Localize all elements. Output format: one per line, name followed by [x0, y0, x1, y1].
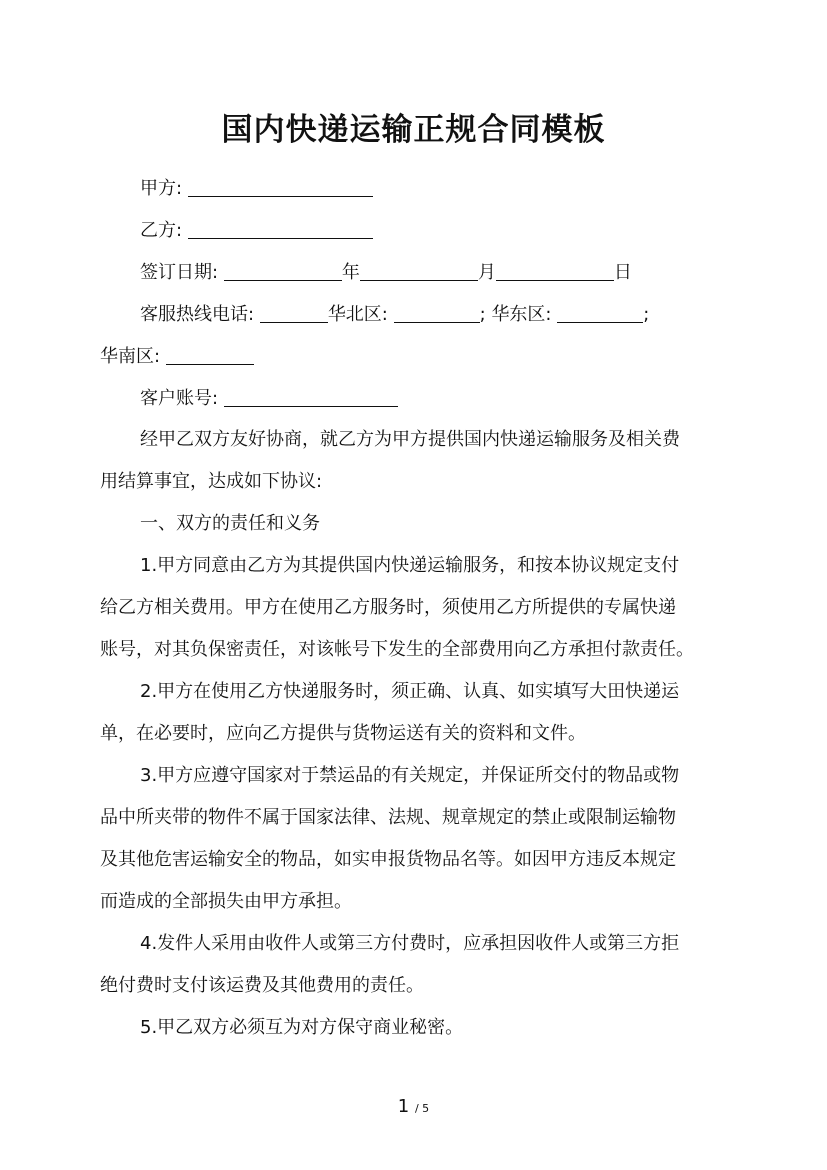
- east-label: 华东区:: [491, 304, 552, 325]
- hotline-line: [140, 302, 740, 327]
- semicolon-2: ;: [643, 304, 650, 325]
- page-total: / 5: [414, 1102, 430, 1115]
- document-title: 国内快递运输正规合同模板: [221, 112, 606, 148]
- east-blank: [557, 302, 643, 323]
- north-blank: [394, 302, 480, 323]
- party-a-label: 甲方:: [140, 178, 183, 199]
- clause-2-line-1: 2.甲方在使用乙方快递服务时，须正确、认真、如实填写大田快递运: [140, 681, 680, 702]
- party-a-line: [140, 176, 740, 201]
- north-label: 华北区:: [327, 304, 388, 325]
- intro-line-2: 用结算事宜，达成如下协议:: [100, 471, 323, 492]
- day-label: 日: [613, 262, 632, 283]
- party-a-blank: [188, 176, 373, 197]
- year-blank: [224, 260, 342, 281]
- page-footer: [0, 1096, 827, 1117]
- hotline-blank: [260, 302, 328, 323]
- clause-1-line-2: 给乙方相关费用。甲方在使用乙方服务时，须使用乙方所提供的专属快递: [100, 597, 676, 618]
- party-b-blank: [188, 218, 373, 239]
- account-label: 客户账号:: [140, 388, 219, 409]
- south-line: [100, 344, 740, 369]
- clause-3-line-2: 品中所夹带的物件不属于国家法律、法规、规章规定的禁止或限制运输物: [100, 807, 676, 828]
- clause-4-line-2: 绝付费时支付该运费及其他费用的责任。: [100, 975, 424, 996]
- clause-3-line-3: 及其他危害运输安全的物品，如实申报货物品名等。如因甲方违反本规定: [100, 849, 676, 870]
- hotline-label: 客服热线电话:: [140, 304, 255, 325]
- clause-1-line-1: 1.甲方同意由乙方为其提供国内快递运输服务，和按本协议规定支付: [140, 555, 680, 576]
- sign-date-label: 签订日期:: [140, 262, 219, 283]
- page-number: 1: [397, 1096, 410, 1117]
- clause-1-line-3: 账号，对其负保密责任，对该帐号下发生的全部费用向乙方承担付款责任。: [100, 639, 694, 660]
- south-blank: [166, 344, 254, 365]
- month-label: 月: [477, 262, 496, 283]
- sign-date-line: [140, 260, 740, 285]
- month-blank: [360, 260, 478, 281]
- section-heading-1: 一、双方的责任和义务: [140, 513, 320, 534]
- clause-3-line-4: 而造成的全部损失由甲方承担。: [100, 891, 352, 912]
- party-b-label: 乙方:: [140, 220, 183, 241]
- clause-2-line-2: 单，在必要时，应向乙方提供与货物运送有关的资料和文件。: [100, 723, 586, 744]
- intro-line-1: 经甲乙双方友好协商，就乙方为甲方提供国内快递运输服务及相关费: [140, 429, 680, 450]
- party-b-line: [140, 218, 740, 243]
- south-label: 华南区:: [100, 346, 161, 367]
- account-blank: [224, 386, 398, 407]
- clause-4-line-1: 4.发件人采用由收件人或第三方付费时，应承担因收件人或第三方拒: [140, 933, 680, 954]
- account-line: [140, 386, 740, 411]
- clause-5-line-1: 5.甲乙双方必须互为对方保守商业秘密。: [140, 1017, 464, 1038]
- clause-3-line-1: 3.甲方应遵守国家对于禁运品的有关规定，并保证所交付的物品或物: [140, 765, 680, 786]
- day-blank: [496, 260, 614, 281]
- semicolon-1: ;: [479, 304, 486, 325]
- year-label: 年: [341, 262, 360, 283]
